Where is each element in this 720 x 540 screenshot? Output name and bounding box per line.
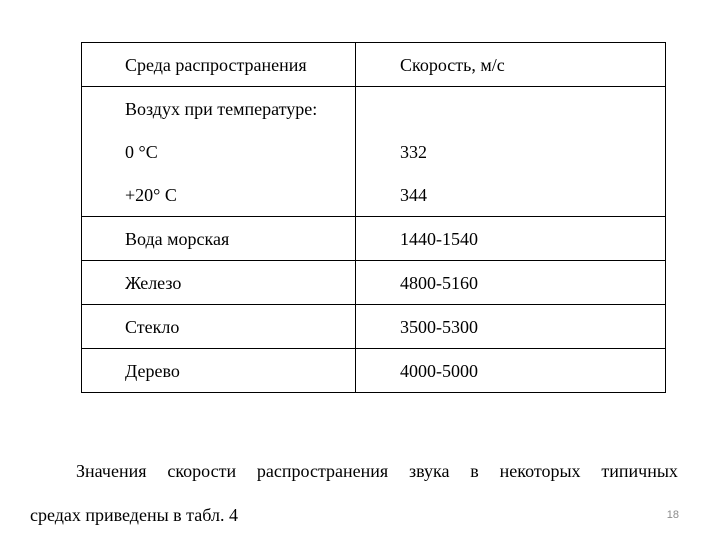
table-row <box>82 349 666 393</box>
air-group-medium-cell <box>82 87 356 217</box>
page-number: 18 <box>666 509 679 521</box>
table-row <box>82 217 666 261</box>
row-medium: Дерево <box>82 349 356 393</box>
air-temp-20-medium: +20° C <box>125 184 177 205</box>
speed-of-sound-table <box>81 42 666 393</box>
header-speed: Скорость, м/с <box>356 43 666 87</box>
row-speed: 4000-5000 <box>356 349 666 393</box>
caption-word: в <box>470 461 479 481</box>
speed-table-container <box>81 42 665 393</box>
row-speed: 1440-1540 <box>356 217 666 261</box>
caption-word: звука <box>409 461 450 481</box>
air-temp-0-medium: 0 °C <box>125 141 158 162</box>
caption-line-2: средах приведены в табл. 4 <box>30 505 238 525</box>
air-group-row <box>82 87 666 217</box>
caption-word: Значения <box>76 461 147 481</box>
air-group-label: Воздух при температуре: <box>125 98 318 119</box>
air-group-speed-cell <box>356 87 666 217</box>
air-group-speed-blank <box>400 87 665 130</box>
caption-word: типичных <box>601 461 678 481</box>
caption-word: некоторых <box>499 461 581 481</box>
row-medium: Стекло <box>82 305 356 349</box>
air-temp-20-speed: 344 <box>400 184 427 205</box>
caption-word: скорости <box>167 461 237 481</box>
table-row <box>82 305 666 349</box>
row-medium: Железо <box>82 261 356 305</box>
table-header-row <box>82 43 666 87</box>
air-temp-0-speed: 332 <box>400 141 427 162</box>
header-medium: Среда распространения <box>82 43 356 87</box>
row-speed: 4800-5160 <box>356 261 666 305</box>
row-medium: Вода морская <box>82 217 356 261</box>
table-row <box>82 261 666 305</box>
caption-word: распространения <box>256 461 389 481</box>
table-caption <box>30 462 678 524</box>
row-speed: 3500-5300 <box>356 305 666 349</box>
caption-line-1 <box>30 462 678 480</box>
